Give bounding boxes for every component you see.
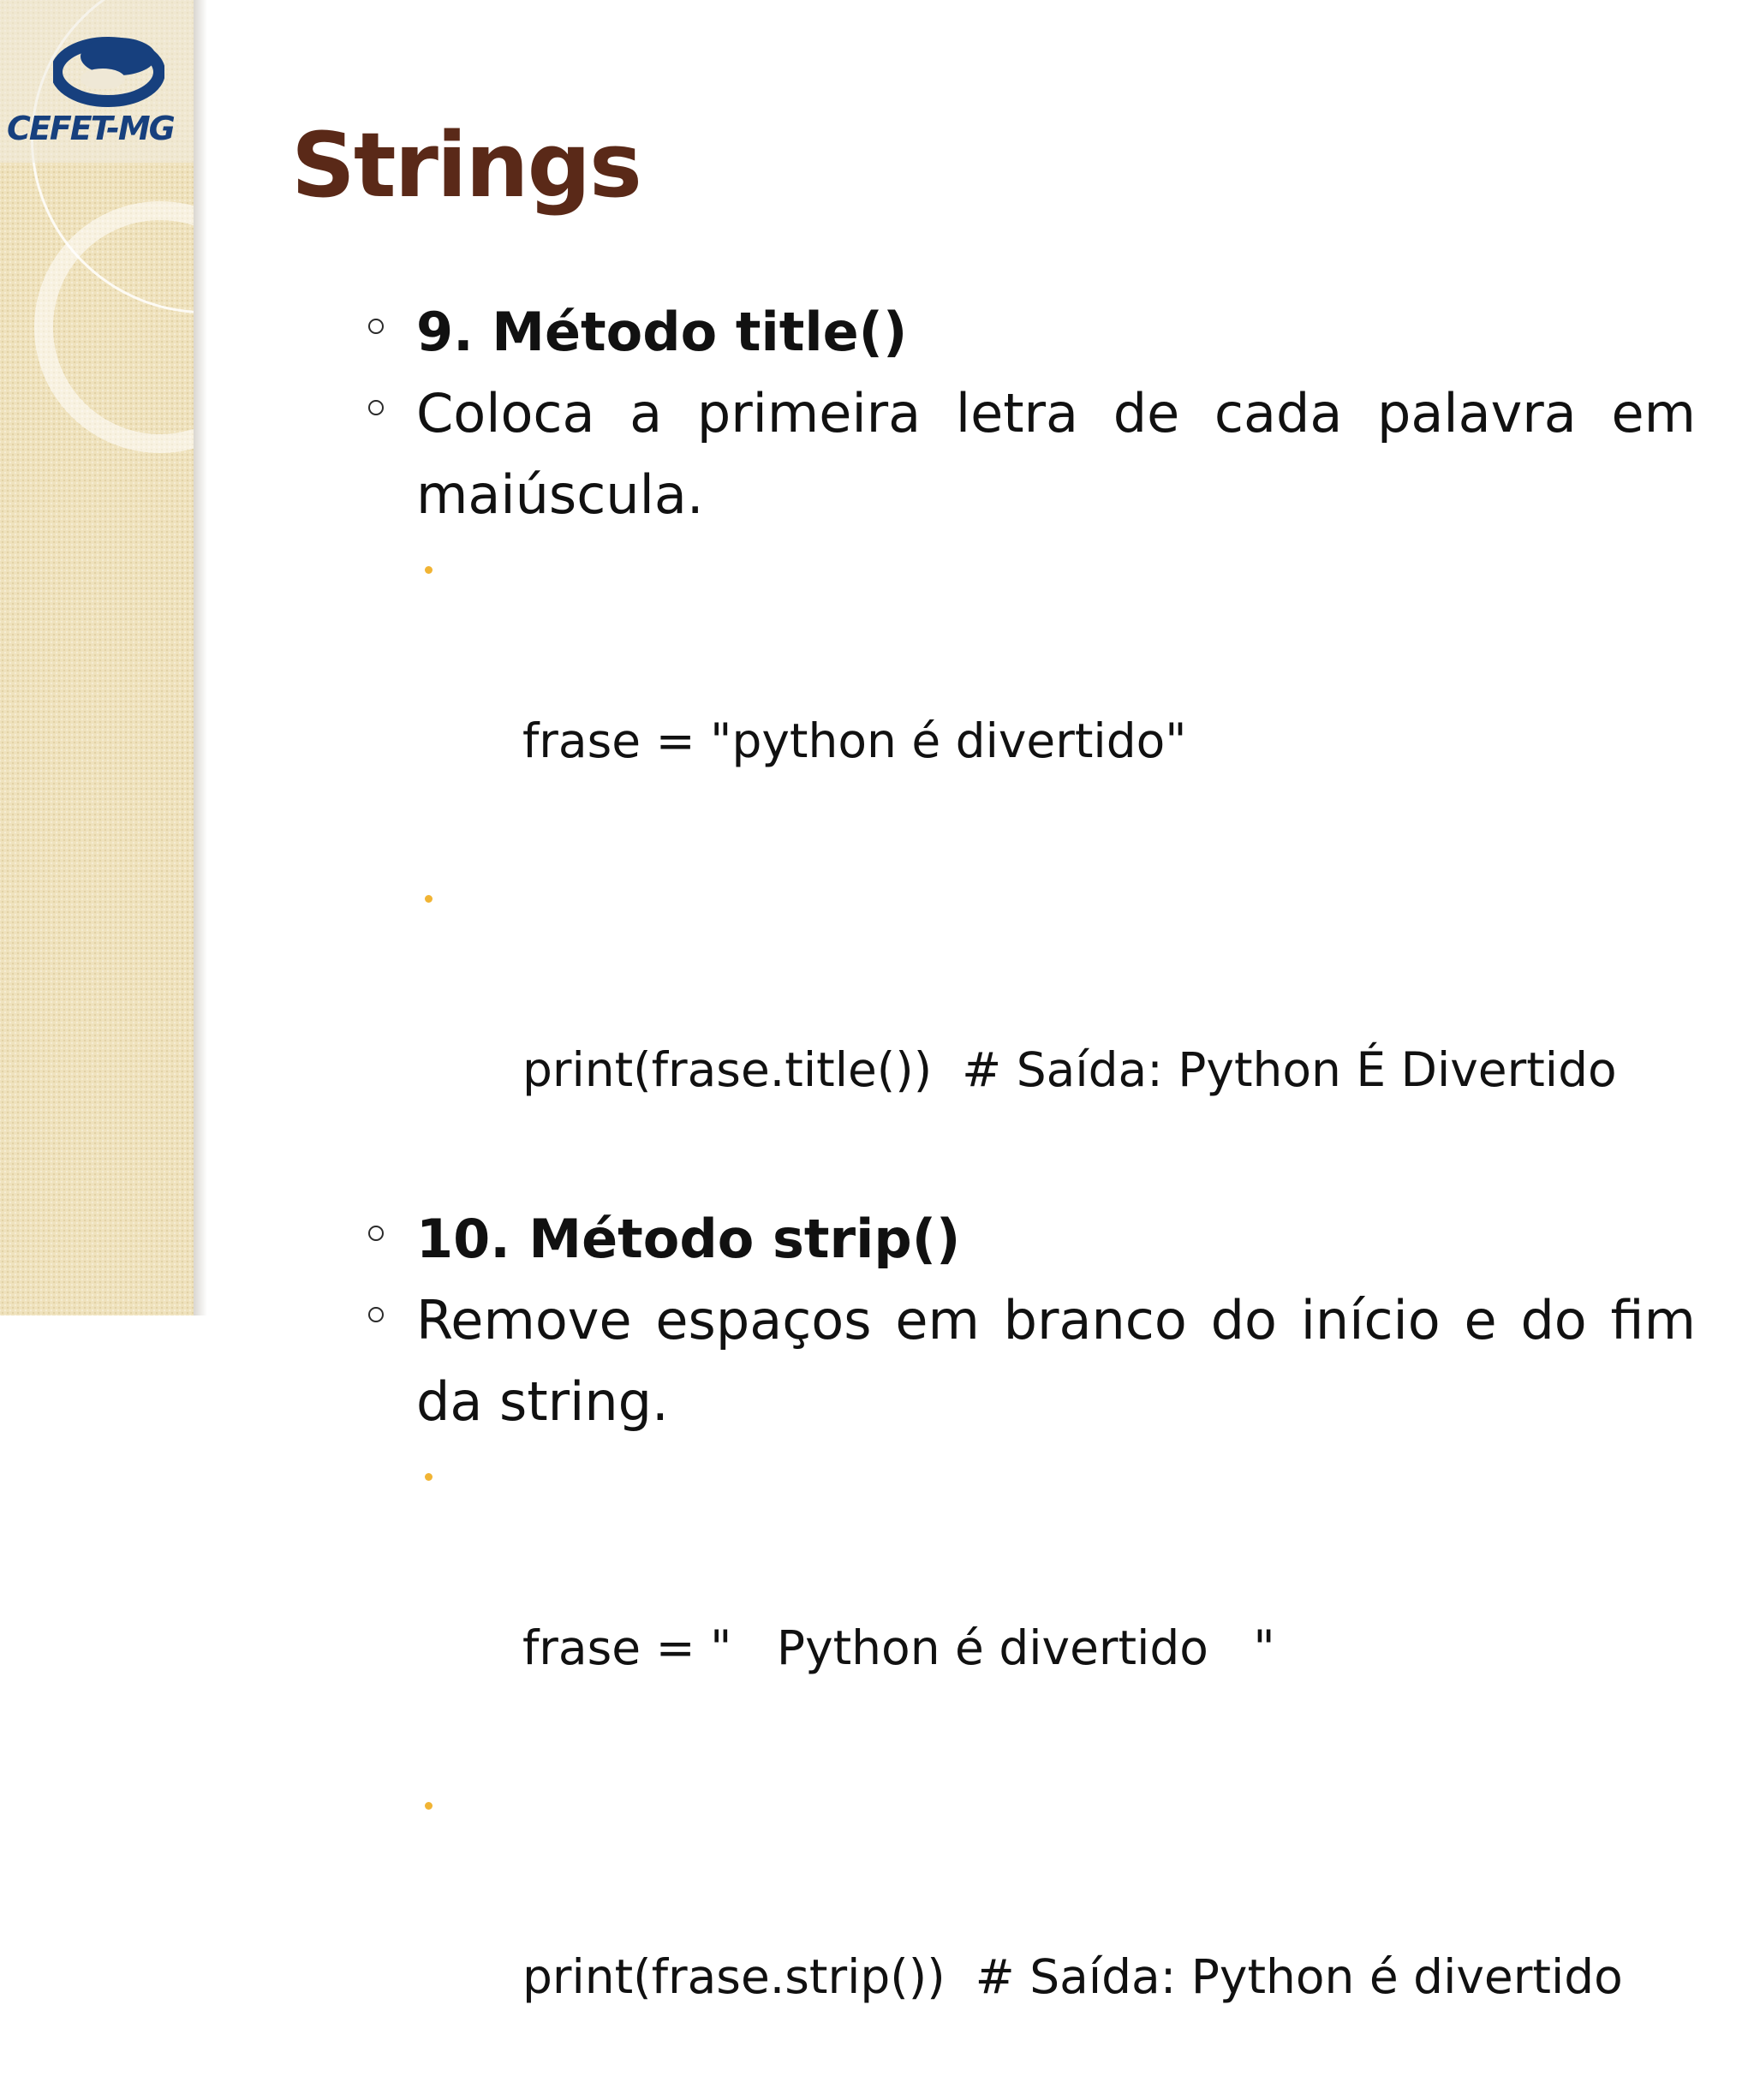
code-text: frase = " Python é divertido " (522, 1620, 1275, 1675)
dot-bullet-icon (425, 895, 433, 903)
ring-bullet-icon (368, 319, 384, 334)
item-text: 9. Método title() (416, 301, 908, 363)
ring-bullet-icon (368, 1307, 384, 1322)
decorative-ring (34, 201, 194, 453)
list-item (368, 864, 1696, 1193)
list-item (368, 1442, 1696, 1771)
slide-title: Strings (291, 113, 641, 218)
item-text: Remove espaços em branco do início e do fim da string. (416, 1289, 1696, 1433)
list-item (368, 291, 1696, 373)
dot-bullet-icon (425, 1802, 433, 1810)
ring-bullet-icon (368, 1226, 384, 1241)
bullet-list (368, 291, 1696, 2100)
decorative-sidebar (0, 0, 194, 1315)
list-item (368, 1198, 1696, 1280)
cefet-logo-icon (53, 27, 164, 122)
code-text: print(frase.strip()) # Saída: Python é divertido (522, 1949, 1623, 2004)
dot-bullet-icon (425, 566, 433, 574)
list-item (368, 373, 1696, 535)
ring-bullet-icon (368, 400, 384, 415)
dot-bullet-icon (425, 1473, 433, 1481)
list-item (368, 1280, 1696, 1442)
item-text: 10. Método strip() (416, 1208, 961, 1270)
list-item (368, 1771, 1696, 2100)
list-item (368, 535, 1696, 864)
logo-text: CEFET-MG (7, 110, 174, 147)
sidebar-shadow (194, 0, 207, 1315)
item-text: Coloca a primeira letra de cada palavra em maiúscula. (416, 382, 1696, 526)
code-text: print(frase.title()) # Saída: Python É Divertido (522, 1042, 1617, 1097)
code-text: frase = "python é divertido" (522, 713, 1187, 768)
